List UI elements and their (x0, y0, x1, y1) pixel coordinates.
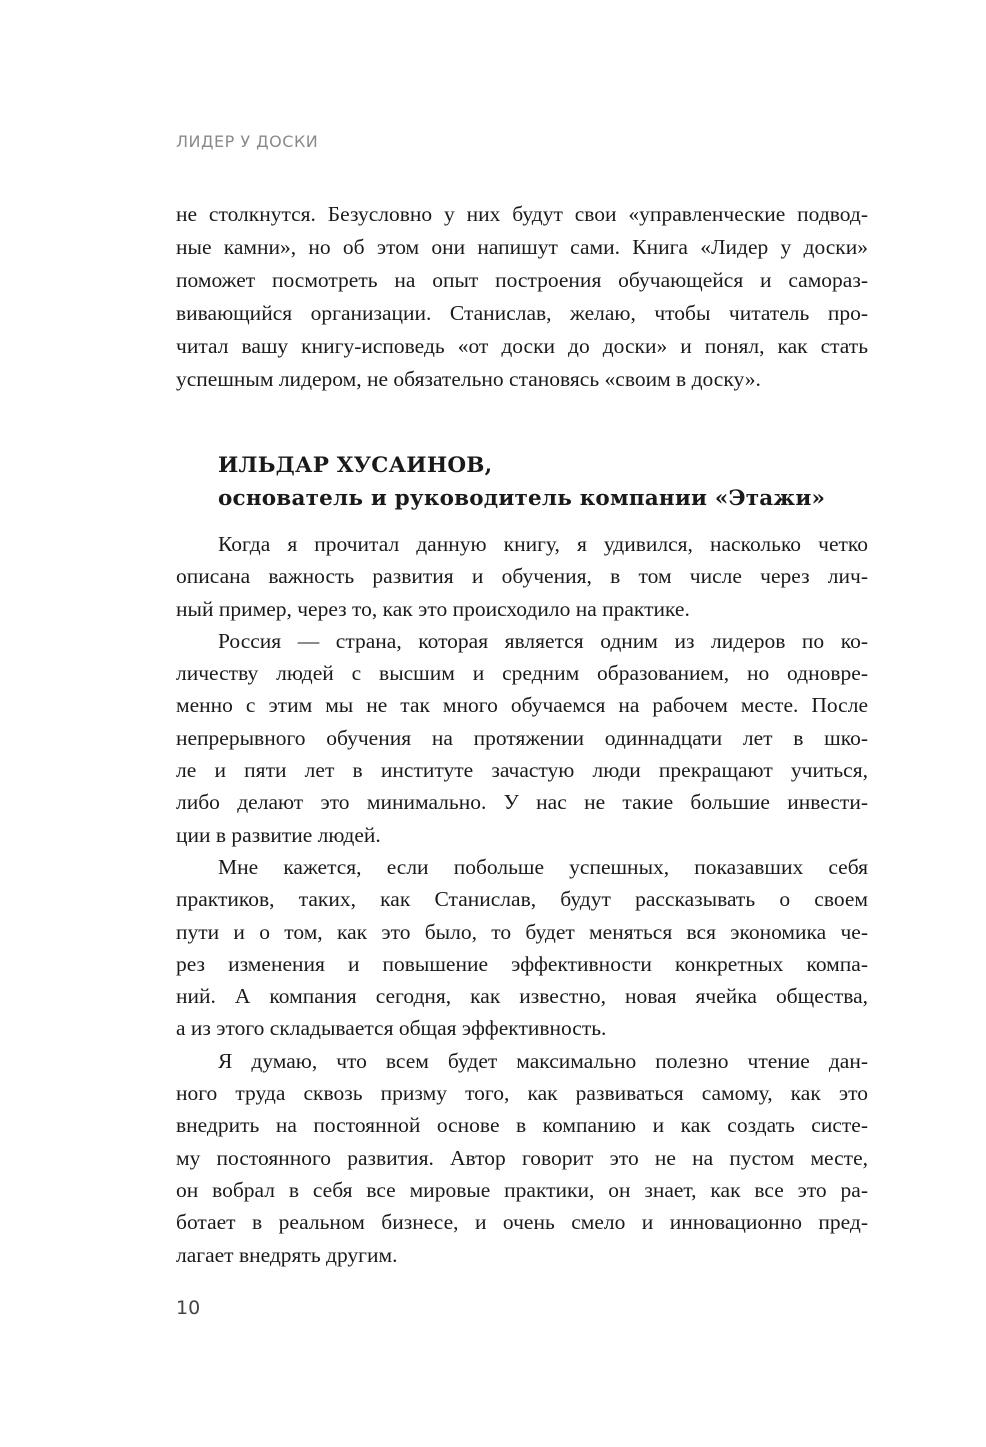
text-line: либо делают это минимально. У нас не такие большие инвести- (176, 790, 868, 815)
paragraph (176, 851, 868, 1045)
testimonial-body (176, 528, 868, 1271)
page-number: 10 (176, 1297, 201, 1319)
intro-paragraph (176, 198, 868, 396)
text-line: поможет посмотреть на опыт построения обучающейся и самораз- (176, 268, 868, 292)
text-line: ботает в реальном бизнесе, и очень смело и инновационно пред- (176, 1210, 868, 1235)
paragraph (176, 528, 868, 625)
text-line: личеству людей с высшим и средним образованием, но одновре- (176, 661, 868, 686)
text-line: успешным лидером, не обязательно становясь «своим в доску». (176, 367, 761, 391)
text-line: читал вашу книгу-исповедь «от доски до доски» и понял, как стать (176, 334, 868, 358)
paragraph (176, 1045, 868, 1271)
text-line: ные камни», но об этом они напишут сами. Книга «Лидер у доски» (176, 235, 868, 259)
text-line: ле и пяти лет в институте зачастую люди прекращают учиться, (176, 758, 868, 783)
heading-author-name: ИЛЬДАР ХУСАИНОВ, (218, 453, 493, 478)
text-line: ного труда сквозь призму того, как развиваться самому, как это (176, 1081, 868, 1106)
text-line: ный пример, через то, как это происходило на практике. (176, 596, 690, 621)
text-line: не столкнутся. Безусловно у них будут свои «управленческие подвод- (176, 202, 868, 226)
text-line: пути и о том, как это было, то будет меняться вся экономика че- (176, 919, 868, 944)
text-line: му постоянного развития. Автор говорит это не на пустом месте, (176, 1145, 868, 1170)
running-head: ЛИДЕР У ДОСКИ (176, 132, 319, 151)
text-line: лагает внедрять другим. (176, 1242, 398, 1267)
text-line: непрерывного обучения на протяжении одиннадцати лет в шко- (176, 725, 868, 750)
text-line: ний. А компания сегодня, как известно, новая ячейка общества, (176, 984, 868, 1009)
text-line: а из этого складывается общая эффективность. (176, 1016, 607, 1041)
text-line: Я думаю, что всем будет максимально полезно чтение дан- (218, 1048, 868, 1073)
text-line: Россия — страна, которая является одним из лидеров по ко- (218, 628, 868, 653)
text-line: Когда я прочитал данную книгу, я удивился, насколько четко (218, 532, 868, 556)
paragraph (176, 625, 868, 851)
section-heading (218, 449, 825, 515)
text-line: он вобрал в себя все мировые практики, он знает, как все это ра- (176, 1177, 868, 1202)
text-line: практиков, таких, как Станислав, будут рассказывать о своем (176, 887, 868, 912)
text-line: менно с этим мы не так много обучаемся на рабочем месте. После (176, 693, 868, 718)
text-line: ции в развитие людей. (176, 822, 381, 847)
text-line: Мне кажется, если побольше успешных, показавших себя (218, 854, 868, 879)
text-line: рез изменения и повышение эффективности конкретных компа- (176, 951, 868, 976)
heading-author-role: основатель и руководитель компании «Этажи» (218, 486, 826, 511)
text-line: описана важность развития и обучения, в том числе через лич- (176, 564, 868, 589)
text-line: вивающийся организации. Станислав, желаю, чтобы читатель про- (176, 301, 868, 325)
text-line: внедрить на постоянной основе в компанию и как создать систе- (176, 1113, 868, 1138)
